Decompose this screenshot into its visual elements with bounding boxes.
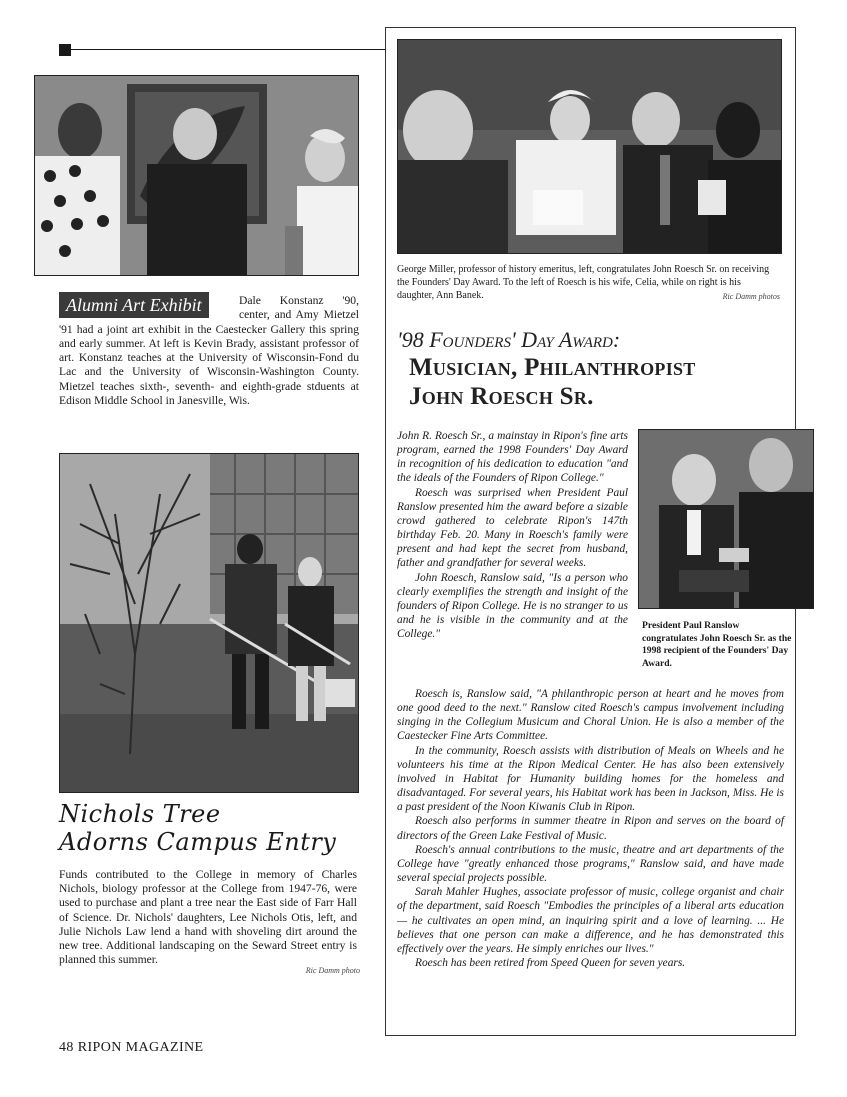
founders-day-photo-credit: Ric Damm photos [722,292,780,301]
ranslow-roesch-photo [638,429,814,609]
alumni-exhibit-text: Dale Konstanz '90, center, and Amy Mietzel '91 had a joint art exhibit in the Caestecker Gallery this spring and early summer. At left is Kevin Brady, assistant professor of art. Konstanz teaches at the University of Wisconsin-Fond du Lac and the University of Wisconsin-Washington County. Mietzel teaches sixth-, seventh- and eighth-grade stduents at Edison Middle School in Janesville, Wis. [59,294,359,408]
nichols-tree-photo [59,453,359,793]
article-paragraph: Roesch also performs in summer theatre in Ripon and serves on the board of directors of the Green Lake Festival of Music. [397,815,784,842]
heading-spacer [59,294,239,322]
article-paragraph: John Roesch, Ranslow said, "Is a person who clearly exemplifies the strength and insight of the founders of Ripon College. He is no stranger to us and he is visible in the community and at the College." [397,571,628,641]
founders-day-photo-caption: George Miller, professor of history emeritus, left, congratulates John Roesch Sr. on receiving the Founders' Day Award. To the left of Roesch is his wife, Celia, while on right is his daughter, Ann Banek. [397,264,770,301]
nichols-title-line1: Nichols Tree [59,800,221,828]
nichols-tree-body: Funds contributed to the College in memory of Charles Nichols, biology professor at the College from 1947-76, were used to purchase and plant a tree near the East side of Farr Hall of Science. Dr. Nichols' daughters, Lee Nichols Otis, left, and Julie Nichols Law lend a hand with shoveling dirt around the new tree. Additional landscaping on the Seward Street entry is planned this summer. [59,868,357,967]
article-paragraph: Roesch's annual contributions to the music, theatre and art departments of the College have "greatly enhanced those programs," Ranslow said, and have made several special projects possible. [397,843,784,885]
heading-rule-line [71,49,385,50]
article-paragraph: Sarah Mahler Hughes, associate professor of music, college organist and chair of the department, said Roesch "Embodies the principles of a liberal arts education — he cultivates an open mind, an inquiring spirit and a love of learning. ... He believes that one person can make a difference, and he has demonstrated this effectively over the years. He simply enriches our lives." [397,886,784,955]
article-body-top [397,429,628,641]
alumni-exhibit-heading: Alumni Art Exhibit [59,292,209,318]
article-paragraph: In the community, Roesch assists with distribution of Meals on Wheels and he volunteers his time at the Ripon Medical Center. He has also been extensively involved in Habitat for Humanity building homes for the homeless and disadvantaged. For several years, his Habitat work has been in Jackson, Miss. He is a past president of the Noon Kiwanis Club in Ripon. [397,744,784,814]
article-title-line3: John Roesch Sr. [409,383,594,410]
article-paragraph: Roesch has been retired from Speed Queen for seven years. [415,956,686,969]
article-title-line1: '98 Founders' Day Award: [397,327,621,352]
alumni-exhibit-photo [34,75,359,276]
nichols-title-line2: Adorns Campus Entry [59,828,337,856]
ranslow-photo-caption: President Paul Ranslow congratulates John Roesch Sr. as the 1998 recipient of the Founders' Day Award. [642,620,792,669]
page-footer [59,1040,203,1056]
article-paragraph: Roesch was surprised when President Paul Ranslow presented him the award before a sizable crowd gathered to celebrate Ripon's 147th birthday Feb. 20. Many in Roesch's family were present and had kept the secret from husband, father and grandfather for several weeks. [397,486,628,570]
founders-day-photo [397,39,782,254]
article-paragraph: Roesch is, Ranslow said, "A philanthropic person at heart and he moves from one good deed to the next." Ranslow cited Roesch's campus involvement including singing in the Collegium Musicum and Choral Union. He is also a member of the Caestecker Fine Arts Committee. [397,688,784,743]
alumni-exhibit-body [59,294,359,408]
heading-rule-block [59,44,71,56]
nichols-photo-credit: Ric Damm photo [305,966,360,975]
nichols-tree-title [59,800,336,856]
article-paragraph: John R. Roesch Sr., a mainstay in Ripon's fine arts program, earned the 1998 Founders' Day Award in recognition of his dedication to education "and the ideals of the Founders of Ripon College." [397,430,628,485]
page-number: 48 [59,1040,74,1055]
article-title [397,327,792,411]
publication-name: RIPON MAGAZINE [77,1040,204,1055]
article-title-line2: Musician, Philanthropist [409,354,696,381]
article-body-bottom [397,687,784,970]
